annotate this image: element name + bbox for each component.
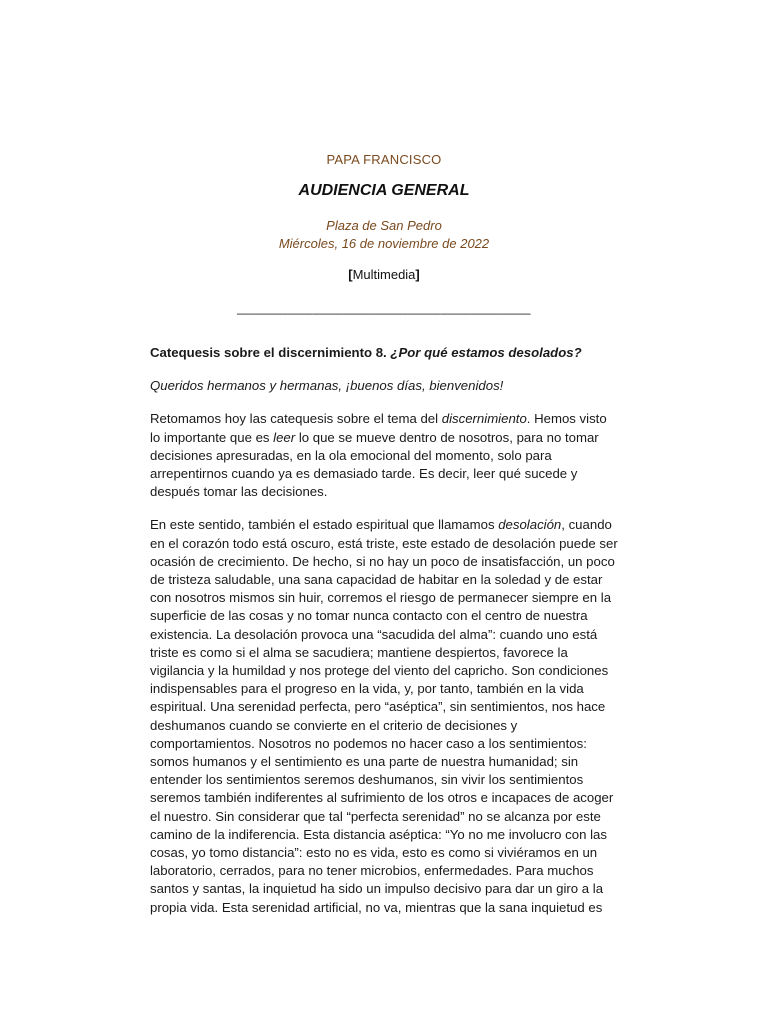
- paragraph-1-emphasis-leer: leer: [273, 429, 296, 445]
- author-line: PAPA FRANCISCO: [326, 152, 442, 167]
- page-title: AUDIENCIA GENERAL: [298, 182, 470, 199]
- paragraph-1: [150, 410, 620, 501]
- paragraph-2-text-a: En este sentido, también el estado espiritual que llamamos: [150, 517, 499, 533]
- paragraph-1-emphasis-discernimiento: discernimiento: [441, 411, 527, 427]
- paragraph-1-text-b: . Hemos visto lo importante que es: [150, 411, 607, 445]
- catechesis-heading: [150, 344, 620, 362]
- paragraph-2-emphasis-desolacion: desolación: [498, 517, 562, 533]
- paragraph-2: [150, 516, 620, 916]
- paragraph-1-text-a: Retomamos hoy las catequesis sobre el tema del: [150, 411, 442, 427]
- paragraph-1-text-c: lo que se mueve dentro de nosotros, para no tomar decisiones apresuradas, en la ola emocional del momento, solo para arrepentirnos cuando ya es demasiado tarde. Es decir, leer qué sucede y después tomar las decisiones.: [150, 429, 599, 500]
- multimedia-link[interactable]: Multimedia: [352, 267, 416, 282]
- left-bracket: [: [348, 267, 353, 282]
- event-date: Miércoles, 16 de noviembre de 2022: [278, 236, 490, 251]
- separator-line: _______________________________________: [237, 300, 531, 315]
- catechesis-prefix: Catequesis sobre el discernimiento 8.: [150, 345, 391, 360]
- multimedia-line: [0, 267, 768, 282]
- greeting: Queridos hermanos y hermanas, ¡buenos días, bienvenidos!: [150, 378, 504, 394]
- catechesis-title: ¿Por qué estamos desolados?: [390, 345, 582, 360]
- right-bracket: ]: [415, 267, 420, 282]
- article-body: [150, 344, 620, 932]
- event-place: Plaza de San Pedro: [326, 218, 442, 233]
- paragraph-2-text-b: , cuando en el corazón todo está oscuro, está triste, este estado de desolación puede ser ocasión de crecimiento. De hecho, si no hay un poco de insatisfacción, un poco de tristeza saludable, una sana capacidad de habitar en la soledad y de estar con nosotros mismos sin huir, corremos el riesgo de permanecer siempre en la superficie de las cosas y no tomar nunca contacto con el centro de nuestra existencia. La desolación provoca una “sacudida del alma”: cuando uno está triste es como si el alma se sacudiera; mantiene despiertos, favorece la vigilancia y la humildad y nos protege del viento del capricho. Son condiciones indispensables para el progreso en la vida, y, por tanto, también en la vida espiritual. Una serenidad perfecta, pero “aséptica”, sin sentimientos, nos hace deshumanos cuando se convierte en el criterio de decisiones y comportamientos. Nosotros no podemos no hacer caso a los sentimientos: somos humanos y el sentimiento es una parte de nuestra humanidad; sin entender los sentimientos seremos deshumanos, sin vivir los sentimientos seremos también indiferentes al sufrimiento de los otros e incapaces de acoger el nuestro. Sin considerar que tal “perfecta serenidad” no se alcanza por este camino de la indiferencia. Esta distancia aséptica: “Yo no me involucro con las cosas, yo tomo distancia”: esto no es vida, esto es como si viviéramos en un laboratorio, cerrados, para no tener microbios, enfermedades. Para muchos santos y santas, la inquietud ha sido un impulso decisivo para dar un giro a la propia vida. Esta serenidad artificial, no va, mientras que la sana inquietud es: [150, 517, 618, 915]
